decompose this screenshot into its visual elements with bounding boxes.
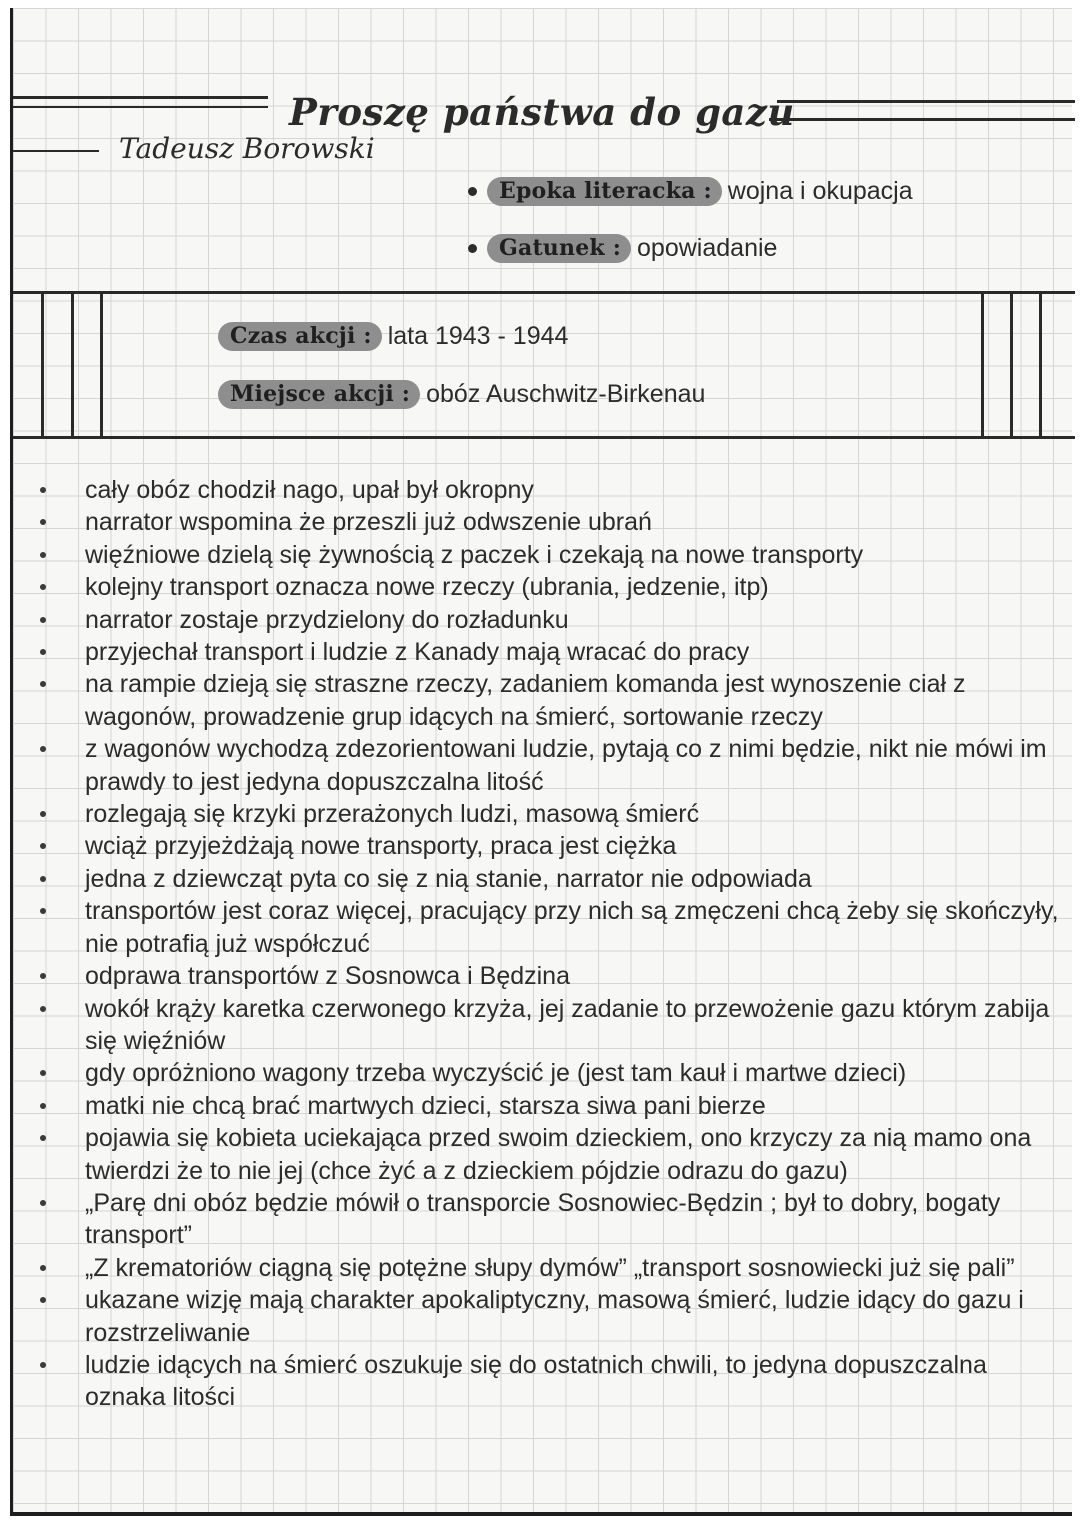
summary-list	[13, 474, 1075, 1414]
list-item: kolejny transport oznacza nowe rzeczy (ubrania, jedzenie, itp)	[13, 571, 1075, 603]
list-item: ukazane wizję mają charakter apokaliptyczny, masową śmierć, ludzie idący do gazu i rozstrzeliwanie	[13, 1284, 1075, 1349]
setting-box-top	[13, 291, 1075, 294]
setting-box-bottom	[13, 436, 1075, 439]
meta-epoka	[468, 177, 913, 206]
miejsce-label: Miejsce akcji :	[218, 380, 420, 409]
setting-box-bar	[1039, 291, 1042, 439]
list-item: wciąż przyjeżdżają nowe transporty, praca jest ciężka	[13, 830, 1075, 862]
setting-box-bar	[981, 291, 984, 439]
list-item: rozlegają się krzyki przerażonych ludzi, masową śmierć	[13, 798, 1075, 830]
setting-miejsce	[218, 380, 705, 409]
setting-box-bar	[1010, 291, 1013, 439]
title-rule-left-bottom	[13, 106, 268, 108]
czas-value: lata 1943 - 1944	[387, 322, 569, 350]
setting-box-bar	[100, 291, 103, 439]
list-item: narrator zostaje przydzielony do rozładunku	[13, 604, 1075, 636]
author-rule	[13, 150, 99, 152]
list-item: cały obóz chodził nago, upał był okropny	[13, 474, 1075, 506]
title-rule-right-bottom	[769, 118, 1075, 121]
list-item: „Z krematoriów ciągną się potężne słupy dymów” „transport sosnowiecki już się pali”	[13, 1252, 1075, 1284]
bullet-dot	[468, 244, 477, 253]
notebook-page	[10, 8, 1072, 1516]
bullet-dot	[468, 187, 477, 196]
list-item: na rampie dzieją się straszne rzeczy, zadaniem komanda jest wynoszenie ciał z wagonów, prowadzenie grup idących na śmierć, sortowanie rzeczy	[13, 668, 1075, 733]
author-name: Tadeusz Borowski	[119, 132, 375, 165]
epoka-label: Epoka literacka :	[487, 177, 722, 206]
title-rule-left-top	[13, 96, 268, 99]
list-item: matki nie chcą brać martwych dzieci, starsza siwa pani bierze	[13, 1090, 1075, 1122]
setting-czas	[218, 322, 568, 351]
page-title: Proszę państwa do gazu	[289, 90, 795, 134]
list-item: przyjechał transport i ludzie z Kanady mają wracać do pracy	[13, 636, 1075, 668]
meta-gatunek	[468, 234, 777, 263]
miejsce-value: obóz Auschwitz-Birkenau	[426, 380, 706, 408]
list-item: narrator wspomina że przeszli już odwszenie ubrań	[13, 506, 1075, 538]
list-item: więźniowe dzielą się żywnością z paczek i czekają na nowe transporty	[13, 539, 1075, 571]
list-item: jedna z dziewcząt pyta co się z nią stanie, narrator nie odpowiada	[13, 863, 1075, 895]
list-item: z wagonów wychodzą zdezorientowani ludzie, pytają co z nimi będzie, nikt nie mówi im prawdy to jest jedyna dopuszczalna litość	[13, 733, 1075, 798]
title-rule-right-top	[777, 100, 1075, 103]
list-item: transportów jest coraz więcej, pracujący przy nich są zmęczeni chcą żeby się skończyły, nie potrafią już współczuć	[13, 895, 1075, 960]
list-item: gdy opróżniono wagony trzeba wyczyścić je (jest tam kauł i martwe dzieci)	[13, 1057, 1075, 1089]
gatunek-label: Gatunek :	[487, 234, 631, 263]
gatunek-value: opowiadanie	[637, 234, 778, 262]
list-item: wokół krąży karetka czerwonego krzyża, jej zadanie to przewożenie gazu którym zabija się więźniów	[13, 993, 1075, 1058]
list-item: „Parę dni obóz będzie mówił o transporcie Sosnowiec-Będzin ; był to dobry, bogaty transport”	[13, 1187, 1075, 1252]
list-item: ludzie idących na śmierć oszukuje się do ostatnich chwili, to jedyna dopuszczalna oznaka litości	[13, 1349, 1075, 1414]
epoka-value: wojna i okupacja	[727, 177, 913, 205]
czas-label: Czas akcji :	[218, 322, 382, 351]
list-item: pojawia się kobieta uciekająca przed swoim dzieckiem, ono krzyczy za nią mamo ona twierdzi że to nie jej (chce żyć a z dzieckiem pójdzie odrazu do gazu)	[13, 1122, 1075, 1187]
setting-box-bar	[71, 291, 74, 439]
setting-box-bar	[41, 291, 44, 439]
list-item: odprawa transportów z Sosnowca i Będzina	[13, 960, 1075, 992]
